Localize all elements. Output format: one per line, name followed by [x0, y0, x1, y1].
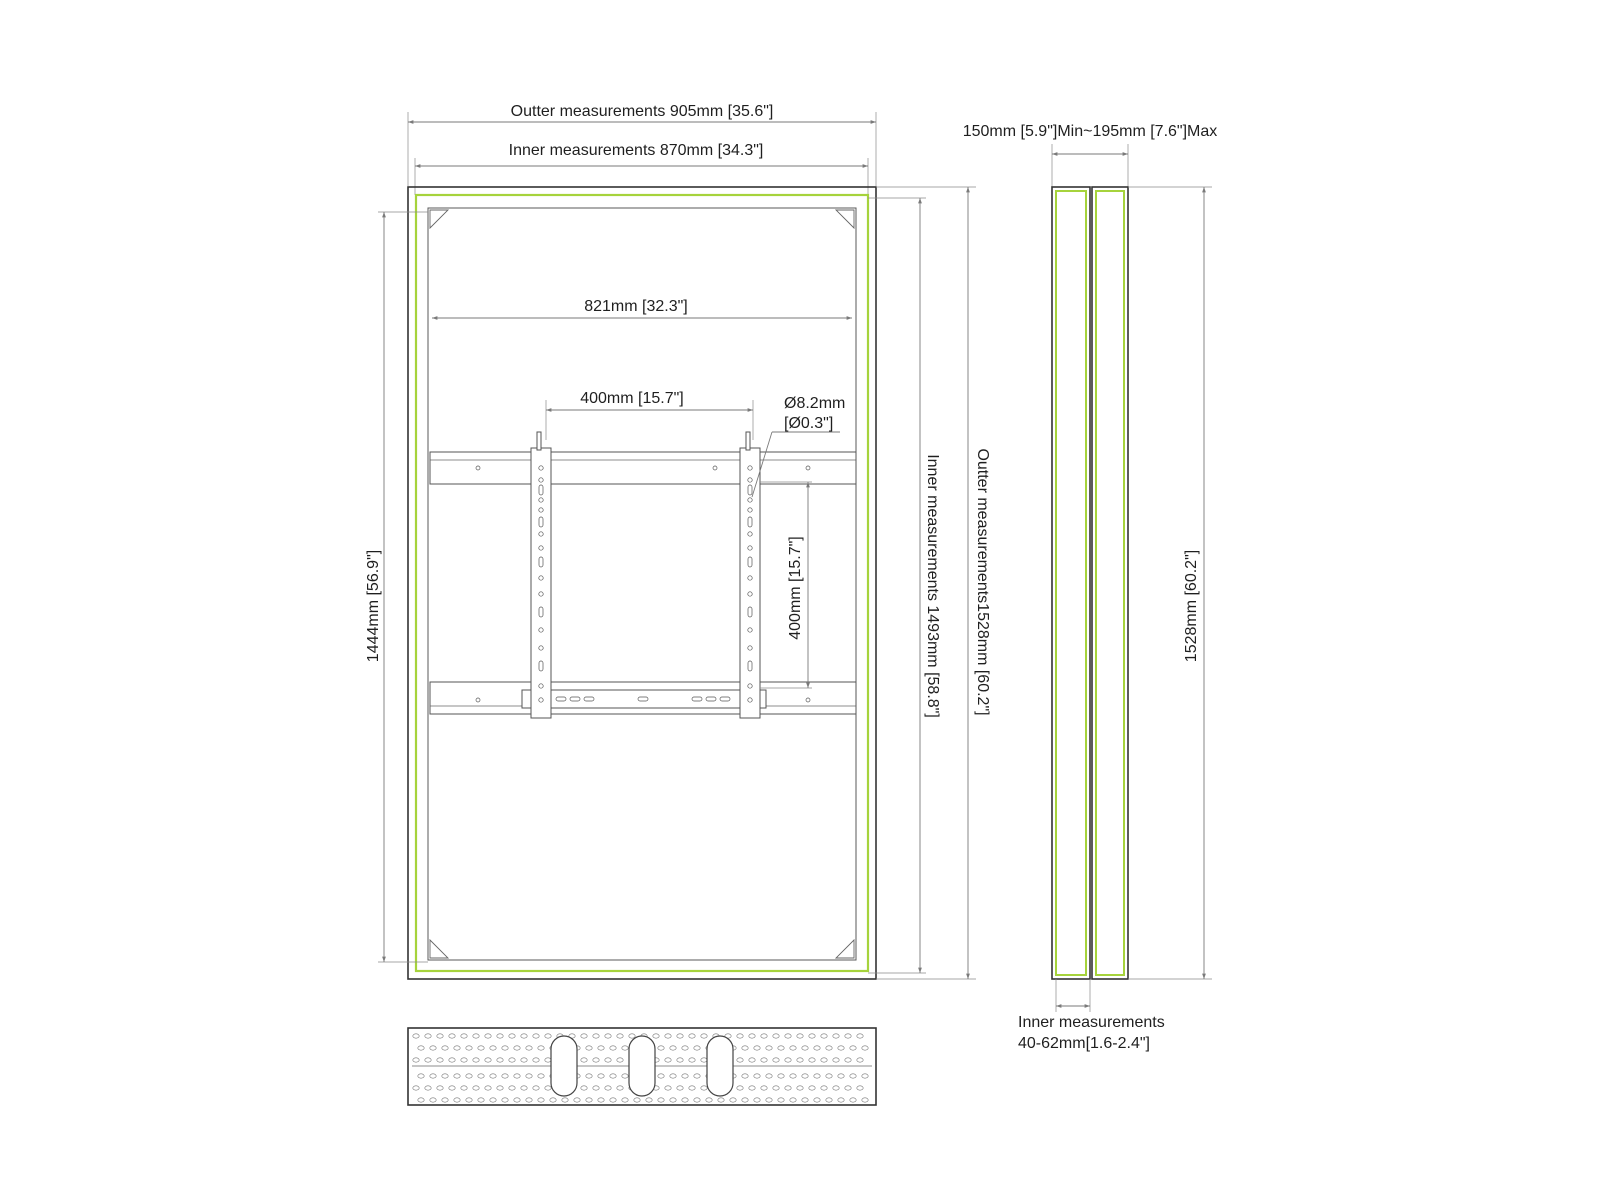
plate-vent-hole — [665, 1086, 671, 1090]
plate-vent-hole — [538, 1098, 544, 1102]
plate-vent-hole — [689, 1034, 695, 1038]
side-height-label: 1528mm [60.2"] — [1183, 549, 1200, 663]
plate-vent-hole — [857, 1058, 863, 1062]
plate-vent-hole — [622, 1074, 628, 1078]
plate-vent-hole — [413, 1034, 419, 1038]
plate-vent-hole — [689, 1086, 695, 1090]
plate-vent-hole — [466, 1046, 472, 1050]
plate-vent-hole — [545, 1034, 551, 1038]
plate-vent-hole — [658, 1046, 664, 1050]
plate-vent-hole — [665, 1034, 671, 1038]
bracket-hole — [539, 546, 543, 550]
plate-vent-hole — [562, 1098, 568, 1102]
plate-vent-hole — [809, 1034, 815, 1038]
vesa-horizontal-label: 400mm [15.7"] — [580, 390, 684, 407]
outer-height-label: Outter measurements1528mm [60.2"] — [974, 448, 991, 716]
plate-vent-hole — [485, 1086, 491, 1090]
plate-vent-hole — [466, 1098, 472, 1102]
plate-vent-hole — [514, 1098, 520, 1102]
plate-vent-hole — [809, 1058, 815, 1062]
bracket-hole — [748, 557, 752, 567]
bracket-hole — [748, 517, 752, 527]
vesa-horizontal-dimension — [546, 390, 753, 440]
plate-vent-hole — [682, 1098, 688, 1102]
plate-vent-hole — [749, 1058, 755, 1062]
plate-vent-hole — [730, 1098, 736, 1102]
bracket-hole — [539, 498, 543, 502]
depth-dimension — [963, 123, 1218, 187]
plate-vent-hole — [694, 1074, 700, 1078]
plate-vent-hole — [833, 1034, 839, 1038]
plate-vent-hole — [658, 1098, 664, 1102]
bracket-hole — [748, 607, 752, 617]
bracket-hole — [748, 508, 752, 512]
plate-vent-hole — [442, 1046, 448, 1050]
bracket-hole — [748, 698, 752, 702]
plate-vent-hole — [581, 1034, 587, 1038]
plate-vent-hole — [497, 1086, 503, 1090]
plate-vent-hole — [581, 1086, 587, 1090]
plate-vent-hole — [521, 1034, 527, 1038]
plate-vent-hole — [598, 1098, 604, 1102]
plate-vent-hole — [754, 1046, 760, 1050]
plate-vent-hole — [425, 1058, 431, 1062]
plate-vent-hole — [778, 1074, 784, 1078]
plate-vent-hole — [773, 1086, 779, 1090]
plate-vent-hole — [473, 1086, 479, 1090]
plate-vent-hole — [502, 1074, 508, 1078]
side-rear-panel — [1092, 187, 1128, 979]
plate-vent-hole — [478, 1074, 484, 1078]
plate-vent-hole — [533, 1086, 539, 1090]
plate-vent-hole — [850, 1046, 856, 1050]
plate-vent-hole — [850, 1074, 856, 1078]
plate-vent-hole — [437, 1058, 443, 1062]
plate-vent-hole — [821, 1034, 827, 1038]
left-vesa-bracket — [531, 432, 551, 718]
plate-vent-hole — [701, 1086, 707, 1090]
plate-vent-hole — [502, 1098, 508, 1102]
plate-vent-hole — [689, 1058, 695, 1062]
bracket-hole — [539, 684, 543, 688]
plate-vent-hole — [550, 1098, 556, 1102]
plate-vent-hole — [454, 1074, 460, 1078]
plate-vent-hole — [826, 1046, 832, 1050]
plate-vent-hole — [862, 1046, 868, 1050]
plate-vent-hole — [838, 1074, 844, 1078]
plate-vent-hole — [454, 1098, 460, 1102]
left-height-dimension — [365, 212, 428, 962]
bracket-hole — [748, 592, 752, 596]
plate-vent-hole — [778, 1098, 784, 1102]
plate-vent-hole — [461, 1086, 467, 1090]
plate-vent-hole — [845, 1034, 851, 1038]
plate-vent-hole — [574, 1098, 580, 1102]
plate-vent-hole — [670, 1046, 676, 1050]
plate-vent-hole — [418, 1074, 424, 1078]
plate-vent-hole — [497, 1034, 503, 1038]
plate-vent-hole — [593, 1086, 599, 1090]
plate-vent-hole — [478, 1046, 484, 1050]
bracket-hole — [748, 478, 752, 482]
plate-vent-hole — [821, 1058, 827, 1062]
bracket-hole — [539, 466, 543, 470]
plate-vent-hole — [449, 1058, 455, 1062]
side-view — [963, 123, 1218, 1052]
plate-vent-hole — [449, 1034, 455, 1038]
plate-vent-hole — [737, 1058, 743, 1062]
plate-vent-hole — [581, 1058, 587, 1062]
plate-vent-hole — [773, 1034, 779, 1038]
plate-vent-hole — [826, 1098, 832, 1102]
plate-vent-hole — [490, 1046, 496, 1050]
plate-vent-hole — [617, 1034, 623, 1038]
plate-vent-hole — [785, 1086, 791, 1090]
plate-vent-hole — [670, 1074, 676, 1078]
plate-vent-hole — [658, 1074, 664, 1078]
bracket-hole — [539, 646, 543, 650]
side-front-gasket — [1056, 191, 1086, 975]
plate-vent-hole — [526, 1046, 532, 1050]
depth-label: 150mm [5.9"]Min~195mm [7.6"]Max — [962, 123, 1218, 140]
plate-vent-hole — [514, 1074, 520, 1078]
plate-vent-hole — [605, 1086, 611, 1090]
vesa-vertical-label: 400mm [15.7"] — [787, 536, 804, 640]
front-view — [365, 103, 991, 979]
plate-vent-hole — [442, 1074, 448, 1078]
bracket-hole — [539, 478, 543, 482]
plate-vent-hole — [473, 1058, 479, 1062]
plate-vent-hole — [473, 1034, 479, 1038]
plate-vent-hole — [833, 1086, 839, 1090]
plate-vent-hole — [766, 1046, 772, 1050]
inner-depth-value: 40-62mm[1.6-2.4"] — [1018, 1035, 1150, 1052]
plate-vent-hole — [682, 1046, 688, 1050]
inner-depth-dimension — [1018, 979, 1165, 1052]
plate-vent-hole — [754, 1074, 760, 1078]
inner-height-label: Inner measurements 1493mm [58.8"] — [924, 454, 941, 718]
bracket-hole — [748, 498, 752, 502]
plate-vent-hole — [598, 1046, 604, 1050]
plate-vent-hole — [478, 1098, 484, 1102]
plate-vent-hole — [670, 1098, 676, 1102]
right-vesa-bracket — [740, 432, 760, 718]
bracket-hole — [539, 508, 543, 512]
plate-vent-hole — [430, 1046, 436, 1050]
plate-vent-hole — [610, 1074, 616, 1078]
plate-vent-hole — [838, 1098, 844, 1102]
plate-vent-hole — [665, 1058, 671, 1062]
plate-vent-hole — [622, 1098, 628, 1102]
plate-vent-hole — [442, 1098, 448, 1102]
plate-vent-hole — [814, 1046, 820, 1050]
bracket-hole — [748, 485, 752, 495]
inner-height-dimension — [868, 198, 941, 973]
plate-vent-hole — [694, 1046, 700, 1050]
plate-vent-hole — [521, 1086, 527, 1090]
plate-vent-hole — [533, 1058, 539, 1062]
plate-vent-hole — [850, 1098, 856, 1102]
plate-vent-hole — [617, 1086, 623, 1090]
bracket-hole — [539, 592, 543, 596]
plate-vent-hole — [718, 1098, 724, 1102]
plate-vent-hole — [701, 1034, 707, 1038]
bracket-hole — [748, 628, 752, 632]
bracket-hole — [539, 576, 543, 580]
plate-vent-hole — [682, 1074, 688, 1078]
plate-vent-hole — [509, 1034, 515, 1038]
plate-vent-hole — [413, 1058, 419, 1062]
bracket-hole — [748, 546, 752, 550]
plate-vent-hole — [610, 1046, 616, 1050]
plate-vent-hole — [497, 1058, 503, 1062]
plate-vent-hole — [461, 1034, 467, 1038]
plate-vent-hole — [845, 1058, 851, 1062]
plate-vent-hole — [646, 1098, 652, 1102]
bracket-hole — [539, 628, 543, 632]
plate-vent-hole — [617, 1058, 623, 1062]
plate-vent-hole — [485, 1058, 491, 1062]
hole-diameter-inch-label: [Ø0.3"] — [784, 415, 834, 432]
plate-vent-hole — [437, 1034, 443, 1038]
plate-vent-hole — [437, 1086, 443, 1090]
plate-vent-hole — [418, 1098, 424, 1102]
plate-vent-hole — [742, 1046, 748, 1050]
bracket-hole — [539, 532, 543, 536]
rail-width-label: 821mm [32.3"] — [584, 298, 688, 315]
plate-vent-hole — [761, 1086, 767, 1090]
plate-vent-hole — [545, 1058, 551, 1062]
bracket-hole — [539, 607, 543, 617]
plate-vent-hole — [821, 1086, 827, 1090]
side-height-dimension — [1128, 187, 1212, 979]
bracket-hole — [748, 576, 752, 580]
plate-vent-hole — [526, 1074, 532, 1078]
plate-vent-hole — [490, 1098, 496, 1102]
plate-vent-hole — [526, 1098, 532, 1102]
plate-vent-hole — [605, 1058, 611, 1062]
plate-vent-hole — [509, 1058, 515, 1062]
bracket-hole — [748, 661, 752, 671]
plate-vent-hole — [545, 1086, 551, 1090]
plate-vent-hole — [593, 1034, 599, 1038]
plate-vent-hole — [622, 1046, 628, 1050]
plate-vent-hole — [461, 1058, 467, 1062]
plate-vent-hole — [790, 1098, 796, 1102]
plate-vent-hole — [814, 1074, 820, 1078]
plate-vent-hole — [629, 1034, 635, 1038]
plate-vent-hole — [502, 1046, 508, 1050]
plate-vent-hole — [653, 1034, 659, 1038]
plate-vent-hole — [634, 1098, 640, 1102]
plate-vent-hole — [862, 1074, 868, 1078]
plate-vent-hole — [778, 1046, 784, 1050]
plate-vent-hole — [677, 1058, 683, 1062]
plate-vent-hole — [742, 1074, 748, 1078]
plate-vent-hole — [425, 1034, 431, 1038]
plate-vent-hole — [797, 1086, 803, 1090]
bracket-hole — [748, 466, 752, 470]
bracket-hole — [748, 646, 752, 650]
plate-vent-hole — [826, 1074, 832, 1078]
plate-vent-hole — [802, 1074, 808, 1078]
plate-vent-hole — [857, 1034, 863, 1038]
plate-vent-hole — [418, 1046, 424, 1050]
hole-diameter-label: Ø8.2mm — [784, 395, 846, 412]
outer-width-label: Outter measurements 905mm [35.6"] — [510, 103, 774, 120]
plate-vent-hole — [425, 1086, 431, 1090]
plate-vent-hole — [761, 1034, 767, 1038]
plate-vent-hole — [749, 1086, 755, 1090]
plate-vent-hole — [694, 1098, 700, 1102]
plate-vent-hole — [586, 1098, 592, 1102]
plate-vent-hole — [797, 1034, 803, 1038]
bracket-hole — [539, 661, 543, 671]
plate-vent-hole — [749, 1034, 755, 1038]
plate-vent-hole — [838, 1046, 844, 1050]
plate-vent-hole — [814, 1098, 820, 1102]
plate-vent-hole — [538, 1074, 544, 1078]
plate-vent-hole — [509, 1086, 515, 1090]
plate-vent-hole — [766, 1074, 772, 1078]
plate-vent-hole — [538, 1046, 544, 1050]
plate-vent-hole — [785, 1058, 791, 1062]
plate-vent-hole — [845, 1086, 851, 1090]
plate-vent-hole — [490, 1074, 496, 1078]
plate-vent-hole — [454, 1046, 460, 1050]
rail-width-dimension — [432, 298, 852, 318]
inner-width-label: Inner measurements 870mm [34.3"] — [508, 142, 764, 159]
bracket-hole — [748, 532, 752, 536]
left-height-label: 1444mm [56.9"] — [365, 549, 382, 663]
plate-vent-hole — [773, 1058, 779, 1062]
plate-vent-hole — [598, 1074, 604, 1078]
vesa-vertical-dimension — [760, 482, 812, 688]
plate-vent-hole — [802, 1098, 808, 1102]
plate-vent-hole — [737, 1034, 743, 1038]
plate-vent-hole — [466, 1074, 472, 1078]
plate-vent-hole — [754, 1098, 760, 1102]
plate-vent-hole — [766, 1098, 772, 1102]
plate-vent-hole — [586, 1046, 592, 1050]
plate-vent-hole — [430, 1098, 436, 1102]
plate-vent-hole — [797, 1058, 803, 1062]
plate-vent-hole — [449, 1086, 455, 1090]
plate-vent-hole — [514, 1046, 520, 1050]
plate-vent-hole — [857, 1086, 863, 1090]
plate-vent-hole — [701, 1058, 707, 1062]
plate-vent-hole — [790, 1074, 796, 1078]
plate-vent-hole — [802, 1046, 808, 1050]
plate-vent-hole — [833, 1058, 839, 1062]
bracket-hole — [539, 557, 543, 567]
plate-vent-hole — [521, 1058, 527, 1062]
plate-vent-hole — [586, 1074, 592, 1078]
side-rear-gasket — [1096, 191, 1124, 975]
plate-vent-hole — [862, 1098, 868, 1102]
plate-vent-hole — [677, 1034, 683, 1038]
plate-vent-hole — [677, 1086, 683, 1090]
plate-vent-hole — [742, 1098, 748, 1102]
plate-vent-hole — [485, 1034, 491, 1038]
bracket-hole — [539, 517, 543, 527]
plate-vent-hole — [785, 1034, 791, 1038]
plate-vent-hole — [706, 1098, 712, 1102]
plate-vent-hole — [761, 1058, 767, 1062]
side-front-panel — [1052, 187, 1090, 979]
plate-vent-hole — [605, 1034, 611, 1038]
top-horizontal-rail — [430, 452, 856, 484]
plate-vent-hole — [790, 1046, 796, 1050]
plate-vent-hole — [593, 1058, 599, 1062]
plate-vent-hole — [809, 1086, 815, 1090]
plate-vent-hole — [413, 1086, 419, 1090]
plate-vent-hole — [533, 1034, 539, 1038]
plate-vent-hole — [737, 1086, 743, 1090]
inner-depth-label: Inner measurements — [1018, 1014, 1165, 1031]
bracket-hole — [539, 698, 543, 702]
bracket-hole — [539, 485, 543, 495]
plate-vent-hole — [610, 1098, 616, 1102]
bottom-view-plate — [408, 1028, 876, 1105]
bracket-hole — [748, 684, 752, 688]
bottom-horizontal-rail — [430, 682, 856, 714]
plate-vent-hole — [430, 1074, 436, 1078]
